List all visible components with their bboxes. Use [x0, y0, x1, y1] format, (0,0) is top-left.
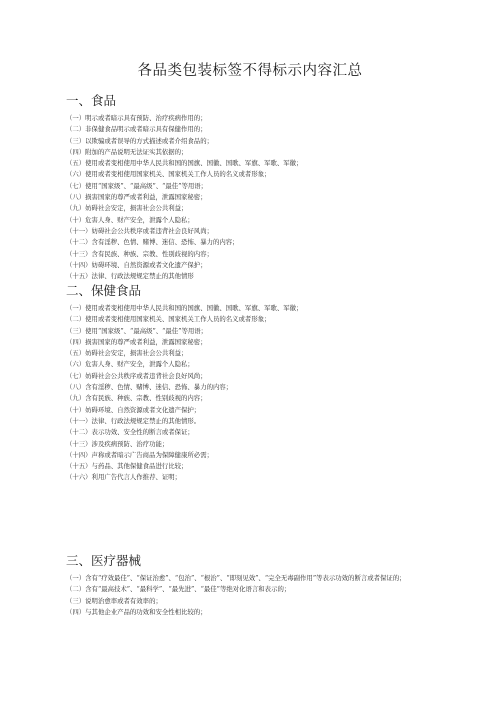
section-heading-health-food: 二、保健食品: [66, 283, 142, 298]
list-item: （七）妨碍社会公共秩序或者违背社会良好风尚；: [66, 371, 207, 380]
section-heading-food: 一、食品: [66, 93, 117, 108]
list-item: （一）使用或者变相使用中华人民共和国的国旗、国徽、国歌、军旗、军歌、军徽；: [66, 304, 303, 312]
list-item: （二）含有“最高技术”、“最科学”、“最先进”、“最佳”等绝对化语言和表示的；: [66, 585, 291, 594]
list-item: （十五）法律、行政法规规定禁止的其他情形: [66, 272, 194, 281]
list-item: （八）损害国家的尊严或者利益，泄露国家秘密；: [66, 193, 207, 202]
section-food: [66, 93, 446, 282]
list-item: （八）含有淫秽、色情、赌博、迷信、恐怖、暴力的内容；: [66, 383, 233, 392]
list-item: （十五）与药品、其他保健食品进行比较；: [66, 462, 188, 471]
list-item: （十二）含有淫秽、色情、赌博、迷信、恐怖、暴力的内容；: [66, 238, 239, 247]
list-item: （十二）表示功效、安全性的断言或者保证；: [66, 428, 194, 437]
list-item: （四）与其他企业产品的功效和安全性相比较的；: [66, 607, 207, 616]
list-item: （十一）妨碍社会公共秩序或者违背社会良好风尚；: [66, 226, 213, 235]
list-item: （六）使用或者变相使用国家机关、国家机关工作人员的名义或者形象；: [66, 170, 271, 179]
list-item: （九）妨碍社会安定，损害社会公共利益；: [66, 204, 188, 213]
section-health-food: [66, 283, 446, 484]
list-item: （四）附加的产品说明无法证实其依据的；: [66, 147, 188, 156]
list-item: （十六）利用广告代言人作推荐、证明；: [66, 473, 182, 482]
list-item: （十）妨碍环境、自然资源或者文化遗产保护；: [66, 405, 201, 414]
list-item: （三）使用“国家级”、“最高级”、“最佳”等用语；: [66, 326, 208, 335]
list-item: （十）危害人身、财产安全，泄露个人隐私；: [66, 215, 194, 224]
list-item: （一）含有“疗效最佳”、“保证治愈”、“包治”、“根治”、“即刻见效”、“完全无毒副作用”等表示功效的断言或者保证的；: [66, 574, 406, 582]
list-item: （四）损害国家的尊严或者利益，泄露国家秘密；: [66, 337, 207, 346]
document-title: 各品类包装标签不得标示内容汇总: [137, 63, 363, 79]
list-item: （十三）涉及疾病预防、治疗功能；: [66, 439, 169, 448]
list-item: （十三）含有民族、种族、宗教、性别歧视的内容；: [66, 249, 213, 258]
section-medical-devices: [66, 553, 446, 618]
list-item: （五）妨碍社会安定，损害社会公共利益；: [66, 349, 188, 358]
section-heading-medical-devices: 三、医疗器械: [66, 553, 142, 568]
list-item: （六）危害人身、财产安全，泄露个人隐私；: [66, 360, 194, 369]
list-item: （七）使用“国家级”、“最高级”、“最佳”等用语；: [66, 181, 208, 190]
list-item: （十四）声称或者暗示广告商品为保障健康所必需；: [66, 450, 213, 459]
list-item: （二）使用或者变相使用国家机关、国家机关工作人员的名义或者形象；: [66, 315, 271, 324]
list-item: （九）含有民族、种族、宗教、性别歧视的内容；: [66, 394, 207, 403]
list-item: （五）使用或者变相使用中华人民共和国的国旗、国徽、国歌、军旗、军歌、军徽；: [66, 159, 303, 168]
list-item: （三）说明治愈率或者有效率的；: [66, 596, 162, 605]
list-item: （十一）法律、行政法规规定禁止的其他情形。: [66, 416, 201, 425]
list-item: （一）明示或者暗示具有预防、治疗疾病作用的；: [66, 114, 207, 122]
list-item: （十四）妨碍环境、自然资源或者文化遗产保护；: [66, 260, 207, 269]
list-item: （二）非保健食品明示或者暗示具有保健作用的；: [66, 125, 207, 134]
list-item: （三）以欺骗或者误导的方式描述或者介绍食品的；: [66, 136, 213, 145]
